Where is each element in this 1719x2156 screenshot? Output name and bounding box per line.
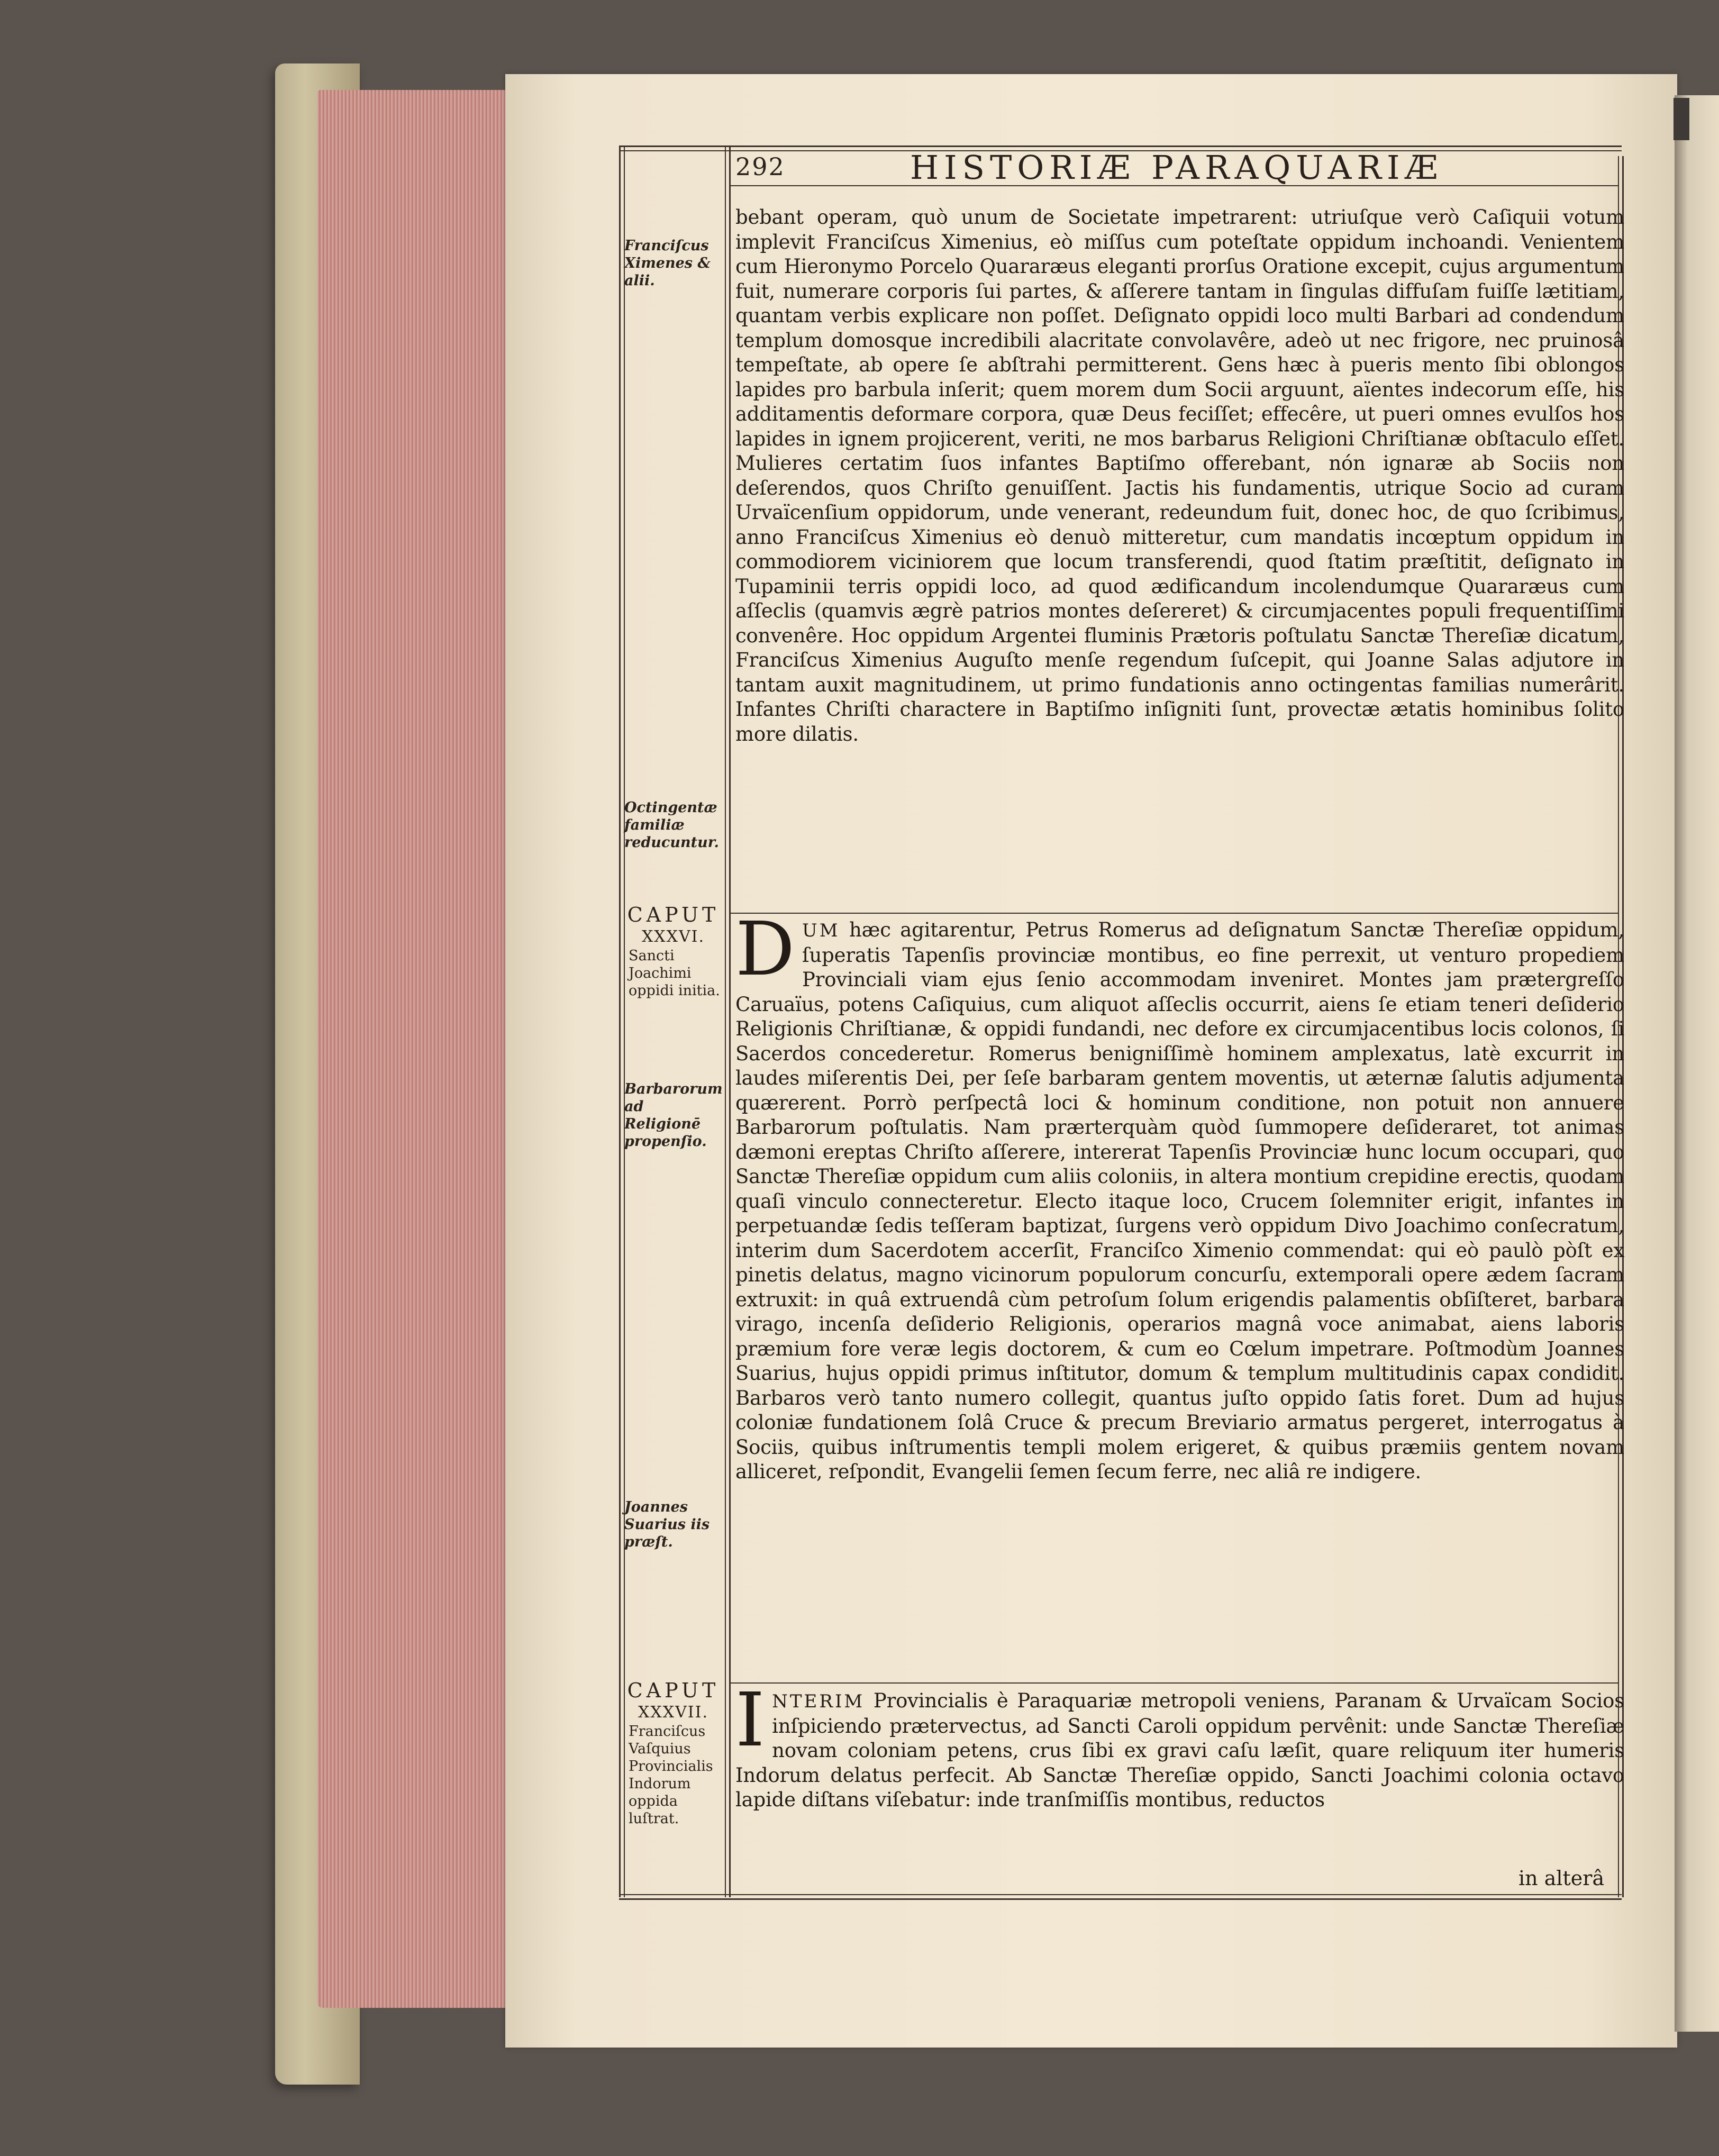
facing-page-edge	[1675, 95, 1719, 2032]
running-head: HISTORIÆ PARAQUARIÆ	[910, 148, 1443, 187]
margin-note-barbarorum: Barbarorum ad Religionē propenſio.	[624, 1081, 723, 1150]
chapter-heading-37	[624, 1678, 722, 1827]
page-tab	[1673, 98, 1689, 140]
section-rule	[729, 913, 1618, 914]
chapter-summary: Franciſcus Vaſquius Provincialis Indorum oppida luſtrat.	[629, 1723, 713, 1827]
section-rule	[729, 1682, 1618, 1684]
lead-word: NTERIM	[772, 1691, 865, 1712]
drop-capital: I	[735, 1677, 765, 1763]
margin-column-rule	[725, 145, 731, 1897]
lead-word: UM	[802, 920, 840, 941]
margin-note-octingentae: Octingentæ familiæ reducuntur.	[624, 799, 719, 851]
chapter-number: XXXVII.	[638, 1703, 708, 1722]
paragraph-text: Provincialis è Paraquariæ metropoli veniens, Paranam & Urvaïcam Socios inſpiciendo prætervectus, ad Sancti Caroli oppidum pervênit: unde Sanctæ Thereſiæ novam coloniam petens, crus ſibi ex gravi caſu læſit, quare reliquum iter humeris Indorum delatus perfecit. Ab Sanctæ Thereſiæ oppido, Sancti Joachimi colonia octavo lapide diſtans viſebatur: inde tranſmiſſis montibus, reductos	[735, 1689, 1624, 1811]
chapter-label: CAPUT	[627, 1679, 720, 1702]
chapter-heading-36	[624, 903, 722, 999]
paragraph-text: hæc agitarentur, Petrus Romerus ad deſignatum Sanctæ Thereſiæ oppidum, ſuperatis Tapenſis provinciæ montibus, eo fine perrexit, ut venturo propediem Provinciali viam ejus ſenio accommodam inveniret. Montes jam prætergreſſo Caruaïus, potens Caſiquius, cum aliquot aſſeclis occurrit, aiens ſe etiam teneri deſiderio Religionis Chriſtianæ, & oppidi fundandi, nec defore ex circumjacentibus locis colonos, ſi Sacerdos concederetur. Romerus benigniſſimè hominem amplexatus, latè excurrit in laudes miſerentis Dei, per ſeſe barbaram gentem moventis, ut æternæ ſalutis adjumenta quærerent. Porrò perſpectâ loci & hominum conditione, non potuit non annuere Barbarorum poſtulatis. Nam prærterquàm quòd ſummopere deſideraret, tot animas dæmoni ereptas Chriſto aſſerere, intererat Tapenſis Provinciæ hunc locum occupari, quo Sanctæ Thereſiæ oppidum cum aliis coloniis, in altera montium crepidine erectis, quodam quaſi vinculo connecteretur. Electo itaque loco, Crucem ſolemniter erigit, infantes in perpetuandæ ſedis teſſeram baptizat, ſurgens verò oppidum Divo Joachimo conſecratum, interim dum Sacerdotem accerſit, Franciſco Ximenio commendat: qui eò paulò pòſt ex pinetis delatus, magno vicinorum populorum concurſu, extemporali opere ædem ſacram extruxit: in quâ extruendâ cùm petroſum ſolum erigendis palamentis obſiſteret, barbara virago, incenſa deſiderio Religionis, operarios magnâ voce animabat, aiens laboris præmium fore veræ legis doctorem, & cum eo Cœlum impetrare. Poſtmodùm Joannes Suarius, hujus oppidi primus inſtitutor, domum & templum multitudinis capax condidit. Barbaros verò tanto numero collegit, quantus juſto oppido ſatis foret. Dum ad hujus coloniæ fundationem ſolâ Cruce & precum Breviario armatus pergeret, interrogatus à Sociis, quibus inſtrumentis templi molem erigeret, & quibus præmiis gentem novam alliceret, reſpondit, Evangelii ſemen ſecum ferre, nec aliâ re indigere.	[735, 918, 1624, 1483]
page-number: 292	[735, 152, 785, 181]
paragraph-2	[735, 906, 1624, 1485]
paragraph-3	[735, 1677, 1624, 1813]
chapter-label: CAPUT	[627, 903, 720, 926]
frame-bottom-rule	[619, 1894, 1622, 1900]
chapter-summary: Sancti Joachimi oppidi initia.	[629, 948, 720, 999]
margin-note-franciscus: Franciſcus Ximenes & alii.	[624, 238, 711, 289]
drop-capital: D	[735, 906, 795, 993]
chapter-number: XXXVI.	[641, 927, 705, 946]
frame-left-rule	[619, 145, 625, 1897]
catchword: in alterâ	[1518, 1867, 1605, 1890]
page-edges	[317, 90, 521, 2008]
paragraph-1: bebant operam, quò unum de Societate impetrarent: utriuſque verò Caſiquii votum implevit Franciſcus Ximenius, eò miſſus cum poteſtate oppidum inchoandi. Venientem cum Hieronymo Porcelo Quararæus eleganti prorſus Oratione excepit, cujus argumentum fuit, numerare corporis ſui partes, & aſſerere tantam in ſingulas diffuſam fuiſſe lætitiam, quantam verbis explicare non poſſet. Deſignato oppidi loco multi Barbari ad condendum templum domosque incredibili alacritate convolavêre, adeò ut nec frigore, nec pruinosâ tempeſtate, ab opere ſe abſtrahi permitterent. Gens hæc à pueris mento ſibi oblongos lapides pro barbula inſerit; quem morem dum Socii arguunt, aïentes indecorum eſſe, his additamentis deformare corpora, quæ Deus feciſſet; effecêre, ut pueri omnes evulſos hos lapides in ignem projicerent, veriti, ne mos barbarus Religioni Chriſtianæ obſtaculo eſſet. Mulieres certatim ſuos infantes Baptiſmo offerebant, nón ignaræ ab Sociis non deſerendos, quos Chriſto genuiſſent. Jactis his fundamentis, utrique Socio ad curam Urvaïcenſium oppidorum, unde venerant, redeundum fuit, donec hoc, de quo ſcribimus, anno Franciſcus Ximenius eò denuò mitteretur, cum mandatis incœptum oppidum in commodiorem viciniorem que locum transferendi, quod ſtatim præſtitit, deſignato in Tupaminii terris oppidi loco, ad quod ædificandum incolendumque Quararæus cum aſſeclis (quamvis ægrè patrios montes deſereret) & circumjacentes populi frequentiſſimi convenêre. Hoc oppidum Argentei fluminis Prætoris poſtulatu Sanctæ Thereſiæ dicatum, Franciſcus Ximenius Auguſto menſe regendum ſuſcepit, qui Joanne Salas adjutore in tantam auxit magnitudinem, ut primo fundationis anno octingentas familias numerârit. Infantes Chriſti charactere in Baptiſmo inſigniti ſunt, provectæ ætatis hominibus ſolito more dilatis.	[735, 206, 1624, 745]
margin-note-joannes: Joannes Suarius iis præſt.	[624, 1499, 710, 1550]
